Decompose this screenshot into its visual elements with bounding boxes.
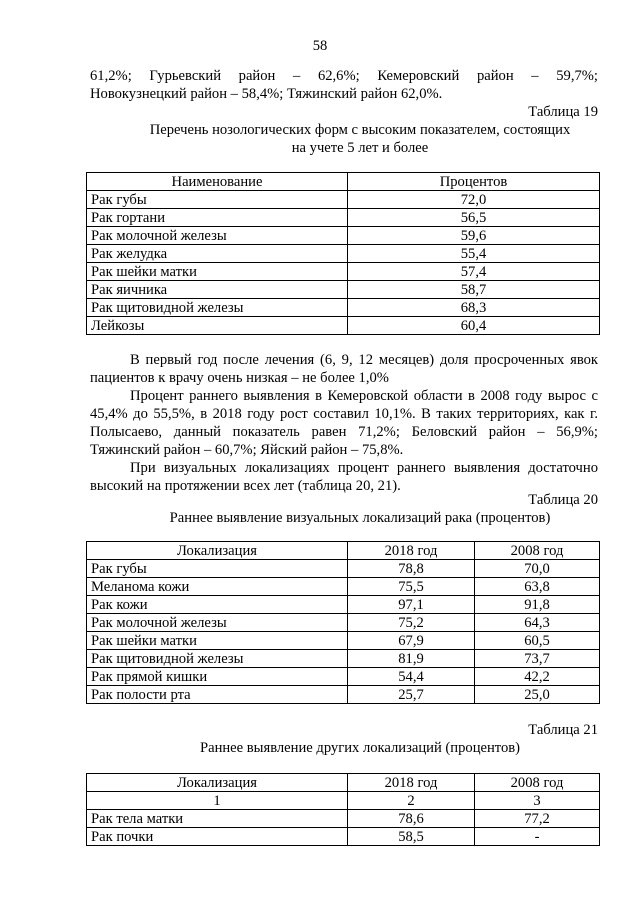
table19-caption-line2: на учете 5 лет и более — [291, 140, 429, 156]
cell-name: Рак шейки матки — [87, 632, 348, 650]
column-header: Процентов — [348, 173, 600, 191]
cell-value: 55,4 — [348, 245, 600, 263]
table-header-row — [87, 774, 600, 792]
column-number: 3 — [475, 792, 600, 810]
table-header-row — [87, 542, 600, 560]
cell-value: 59,6 — [348, 227, 600, 245]
column-header: 2008 год — [475, 542, 600, 560]
cell-value: 63,8 — [475, 578, 600, 596]
table-row — [87, 650, 600, 668]
table19-label: Таблица 19 — [528, 104, 598, 120]
table20-caption: Раннее выявление визуальных локализаций рака (процентов) — [169, 510, 551, 526]
column-header: Локализация — [87, 774, 348, 792]
table-row — [87, 209, 600, 227]
cell-name: Рак губы — [87, 560, 348, 578]
column-header: Локализация — [87, 542, 348, 560]
table-row — [87, 578, 600, 596]
cell-value: 77,2 — [475, 810, 600, 828]
cell-value: 72,0 — [348, 191, 600, 209]
column-header: Наименование — [87, 173, 348, 191]
cell-name: Рак молочной железы — [87, 227, 348, 245]
paragraph-1: В первый год после лечения (6, 9, 12 месяцев) доля просроченных явок пациентов к врачу очень низкая – не более 1,0% — [90, 352, 598, 386]
intro-line-2: Новокузнецкий район – 58,4%; Тяжинский район 62,0%. — [90, 86, 443, 102]
cell-name: Рак полости рта — [87, 686, 348, 704]
cell-name: Рак молочной железы — [87, 614, 348, 632]
table-row — [87, 632, 600, 650]
table-row — [87, 263, 600, 281]
cell-value: 78,6 — [348, 810, 475, 828]
cell-value: 57,4 — [348, 263, 600, 281]
table-row — [87, 828, 600, 846]
cell-name: Лейкозы — [87, 317, 348, 335]
table-row — [87, 317, 600, 335]
cell-value: 70,0 — [475, 560, 600, 578]
cell-value: 64,3 — [475, 614, 600, 632]
table-header-row — [87, 173, 600, 191]
cell-value: 58,7 — [348, 281, 600, 299]
cell-name: Рак почки — [87, 828, 348, 846]
cell-value: 78,8 — [348, 560, 475, 578]
table19-caption-line1: Перечень нозологических форм с высоким показателем, состоящих — [149, 122, 571, 138]
table-row — [87, 227, 600, 245]
table20 — [86, 541, 600, 704]
cell-name: Рак яичника — [87, 281, 348, 299]
cell-value: 75,2 — [348, 614, 475, 632]
table21-label: Таблица 21 — [528, 722, 598, 738]
cell-name: Рак щитовидной железы — [87, 299, 348, 317]
cell-name: Рак желудка — [87, 245, 348, 263]
table20-label: Таблица 20 — [528, 492, 598, 508]
cell-value: - — [475, 828, 600, 846]
table-row — [87, 810, 600, 828]
cell-value: 73,7 — [475, 650, 600, 668]
column-header: 2018 год — [348, 542, 475, 560]
cell-value: 58,5 — [348, 828, 475, 846]
table-row — [87, 614, 600, 632]
table-row — [87, 560, 600, 578]
page-number: 58 — [312, 38, 328, 54]
table-numbering-row — [87, 792, 600, 810]
intro-paragraph — [90, 67, 598, 103]
cell-name: Рак губы — [87, 191, 348, 209]
cell-name: Рак шейки матки — [87, 263, 348, 281]
cell-value: 42,2 — [475, 668, 600, 686]
cell-value: 97,1 — [348, 596, 475, 614]
table-row — [87, 299, 600, 317]
cell-value: 56,5 — [348, 209, 600, 227]
cell-value: 81,9 — [348, 650, 475, 668]
table-row — [87, 686, 600, 704]
table-row — [87, 668, 600, 686]
cell-name: Рак тела матки — [87, 810, 348, 828]
cell-value: 54,4 — [348, 668, 475, 686]
table-row — [87, 191, 600, 209]
cell-name: Меланома кожи — [87, 578, 348, 596]
table-row — [87, 245, 600, 263]
cell-value: 67,9 — [348, 632, 475, 650]
column-number: 2 — [348, 792, 475, 810]
cell-name: Рак щитовидной железы — [87, 650, 348, 668]
cell-value: 75,5 — [348, 578, 475, 596]
table21 — [86, 773, 600, 846]
cell-value: 68,3 — [348, 299, 600, 317]
cell-name: Рак прямой кишки — [87, 668, 348, 686]
cell-value: 60,5 — [475, 632, 600, 650]
cell-name: Рак гортани — [87, 209, 348, 227]
table-row — [87, 281, 600, 299]
column-number: 1 — [87, 792, 348, 810]
cell-value: 25,0 — [475, 686, 600, 704]
table21-caption: Раннее выявление других локализаций (процентов) — [199, 740, 521, 756]
cell-name: Рак кожи — [87, 596, 348, 614]
column-header: 2018 год — [348, 774, 475, 792]
column-header: 2008 год — [475, 774, 600, 792]
cell-value: 60,4 — [348, 317, 600, 335]
table19 — [86, 172, 600, 335]
intro-line-1: 61,2%; Гурьевский район – 62,6%; Кемеровский район – 59,7%; — [90, 68, 598, 84]
table-row — [87, 596, 600, 614]
paragraph-3: При визуальных локализациях процент раннего выявления достаточно высокий на протяжении всех лет (таблица 20, 21). — [90, 460, 598, 494]
paragraph-2: Процент раннего выявления в Кемеровской области в 2008 году вырос с 45,4% до 55,5%, в 2018 году рост составил 10,1%. В таких территориях, как г. Полысаево, данный показатель равен 71,2%; Беловский район – 56,9%; Тяжинский район – 60,7%; Яйский район – 75,8%. — [90, 388, 598, 458]
cell-value: 91,8 — [475, 596, 600, 614]
cell-value: 25,7 — [348, 686, 475, 704]
